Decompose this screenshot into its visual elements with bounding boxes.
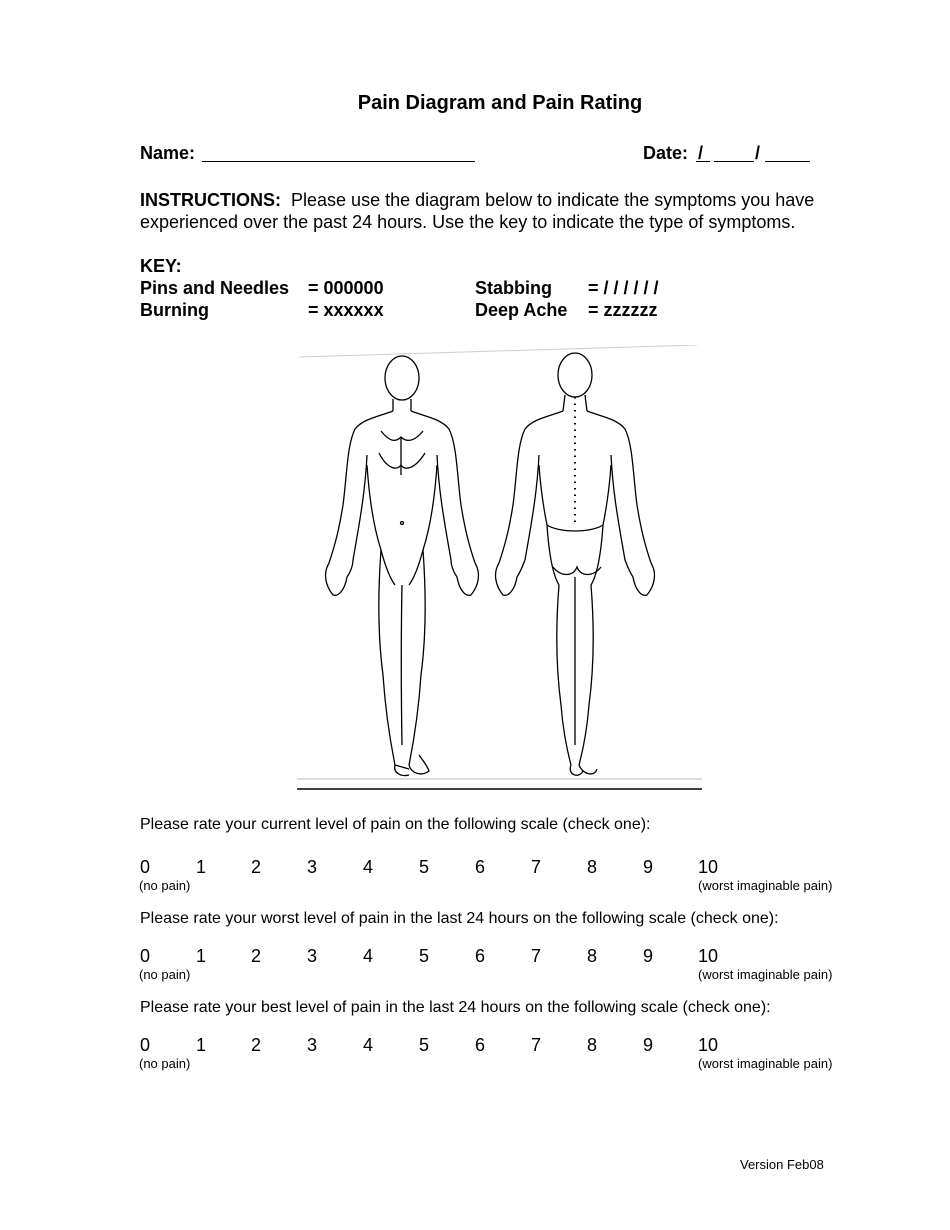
scale-current-7[interactable]: 7	[531, 857, 542, 877]
scale-current-5[interactable]: 5	[419, 857, 430, 877]
scale-worst-8[interactable]: 8	[587, 946, 598, 966]
scale-best-high: (worst imaginable pain)	[698, 1056, 833, 1071]
scale-best-low: (no pain)	[139, 1056, 191, 1071]
key-code-stabbing: = / / / / / /	[588, 278, 659, 298]
scale-best-10[interactable]: 10	[698, 1035, 719, 1055]
scale-current-8[interactable]: 8	[587, 857, 598, 877]
scale-best-2[interactable]: 2	[251, 1035, 262, 1055]
scale-worst-6[interactable]: 6	[475, 946, 486, 966]
date-month-field[interactable]	[696, 161, 710, 162]
scale-worst-5[interactable]: 5	[419, 946, 430, 966]
scale-worst-low: (no pain)	[139, 967, 191, 982]
scale-current-high: (worst imaginable pain)	[698, 878, 833, 893]
date-day-field[interactable]	[714, 161, 754, 162]
key-code-burning: = xxxxxx	[308, 300, 384, 320]
key-label-stabbing: Stabbing	[475, 278, 552, 298]
scale-best-3[interactable]: 3	[307, 1035, 318, 1055]
scale-current-10[interactable]: 10	[698, 857, 719, 877]
scale-best-4[interactable]: 4	[363, 1035, 374, 1055]
key-label-pins: Pins and Needles	[140, 278, 290, 298]
instructions-text: Please use the diagram below to indicate the symptoms you have experienced over the past 24 hours. Use the key to indicate the type of symptoms.	[140, 190, 815, 232]
date-year-field[interactable]	[765, 161, 810, 162]
scale-worst-high: (worst imaginable pain)	[698, 967, 833, 982]
key-code-pins: = 000000	[308, 278, 384, 298]
instructions-heading: INSTRUCTIONS:	[140, 190, 281, 210]
date-slash-1: /	[698, 143, 704, 163]
scale-current-0[interactable]: 0	[140, 857, 151, 877]
instructions	[140, 189, 860, 233]
body-diagram[interactable]	[297, 345, 702, 790]
scale-best-1[interactable]: 1	[196, 1035, 207, 1055]
scale-current-9[interactable]: 9	[643, 857, 654, 877]
scale-worst-0[interactable]: 0	[140, 946, 151, 966]
scale-worst-9[interactable]: 9	[643, 946, 654, 966]
scale-current-4[interactable]: 4	[363, 857, 374, 877]
scale-worst-1[interactable]: 1	[196, 946, 207, 966]
question-current: Please rate your current level of pain on the following scale (check one):	[140, 816, 651, 833]
scale-worst-2[interactable]: 2	[251, 946, 262, 966]
scale-current-1[interactable]: 1	[196, 857, 207, 877]
version-label: Version Feb08	[740, 1157, 824, 1172]
key-label-burning: Burning	[140, 300, 209, 320]
date-label: Date:	[643, 143, 689, 163]
scale-best-9[interactable]: 9	[643, 1035, 654, 1055]
scale-best-0[interactable]: 0	[140, 1035, 151, 1055]
date-slash-2: /	[755, 143, 761, 163]
page-title: Pain Diagram and Pain Rating	[357, 92, 643, 114]
question-worst: Please rate your worst level of pain in the last 24 hours on the following scale (check one):	[140, 910, 779, 927]
scale-current-3[interactable]: 3	[307, 857, 318, 877]
scale-worst-7[interactable]: 7	[531, 946, 542, 966]
name-label: Name:	[140, 143, 196, 163]
scale-worst-4[interactable]: 4	[363, 946, 374, 966]
scale-best-8[interactable]: 8	[587, 1035, 598, 1055]
key-heading: KEY:	[140, 256, 182, 276]
scale-worst-10[interactable]: 10	[698, 946, 719, 966]
scale-worst-3[interactable]: 3	[307, 946, 318, 966]
scale-best-6[interactable]: 6	[475, 1035, 486, 1055]
scale-best-7[interactable]: 7	[531, 1035, 542, 1055]
scale-current-2[interactable]: 2	[251, 857, 262, 877]
scale-current-6[interactable]: 6	[475, 857, 486, 877]
key-label-deep-ache: Deep Ache	[475, 300, 568, 320]
question-best: Please rate your best level of pain in the last 24 hours on the following scale (check one):	[140, 999, 771, 1016]
scale-best-5[interactable]: 5	[419, 1035, 430, 1055]
key-code-deep-ache: = zzzzzz	[588, 300, 658, 320]
name-field[interactable]	[202, 161, 475, 162]
scale-current-low: (no pain)	[139, 878, 191, 893]
